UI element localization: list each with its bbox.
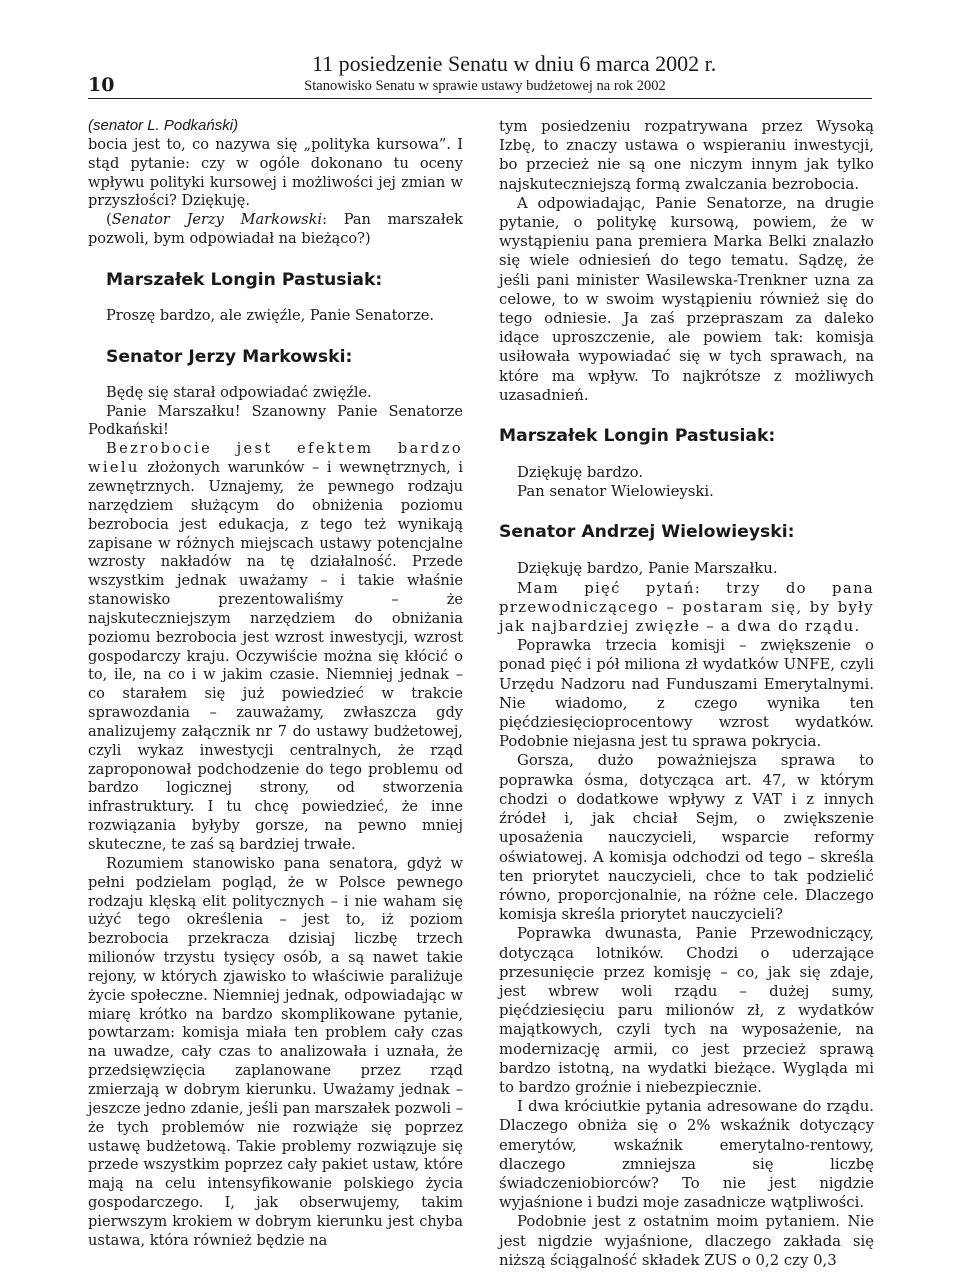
paragraph: I dwa króciutkie pytania adresowane do rządu. Dlaczego obniża się o 2% wskaźnik dotyczący emerytów, wskaźnik emerytalno-rentowy, dlaczego zmniejsza się liczbę świadczeniobiorców? To nie jest nigdzie wyjaśnione i budzi moje zasadnicze wątpliwości. xyxy=(499,1097,874,1212)
paragraph: Podobnie jest z ostatnim moim pytaniem. Nie jest nigdzie wyjaśnione, dlaczego zakłada się niższą ściągalność składek ZUS o 0,2 czy 0,3 xyxy=(499,1212,874,1269)
paragraph: bocia jest to, co nazywa się „polityka kursowa”. I stąd pytanie: czy w ogóle dokonano tu oceny wpływu polityki kursowej i możliwości jej zmian w przyszłości? Dziękuję. xyxy=(88,135,463,210)
paragraph: Będę się starał odpowiadać zwięźle. xyxy=(106,383,372,401)
speaker-heading: Marszałek Longin Pastusiak: xyxy=(499,426,776,447)
speaker-heading: Senator Andrzej Wielowieyski: xyxy=(499,522,795,543)
header-rule xyxy=(88,98,872,99)
paragraph: Poprawka trzecia komisji – zwiększenie o ponad pięć i pół miliona zł wydatków UNFE, czyli Urzędu Nadzoru nad Funduszami Emerytalnymi. Nie wiadomo, z czego wynika ten pięćdziesięcioprocentowy wzrost wydatków. Podobnie niejasna jest tu sprawa pokrycia. xyxy=(499,636,874,751)
paragraph: Pan senator Wielowieyski. xyxy=(517,482,714,501)
right-column xyxy=(499,117,874,1270)
stage-note: (Senator Jerzy Markowski: Pan marszałek pozwoli, bym odpowiadał na bieżąco?) xyxy=(88,211,463,248)
paragraph: Rozumiem stanowisko pana senatora, gdyż w pełni podzielam pogląd, że w Polsce pewnego rodzaju klęską elit politycznych – i nie waham się użyć tego określenia – jest to, iż poziom bezrobocia przekracza dzisiaj liczbę trzech milionów trzystu tysięcy osób, a są nawet takie rejony, w których zjawisko to właściwie paraliżuje życie społeczne. Niemniej jednak, odpowiadając w miarę krótko na bardzo skomplikowane pytanie, powtarzam: komisja miała ten problem cały czas na uwadze, cały czas to analizowała i uznała, że przedsięwzięcia zaplanowane przez rząd zmierzają w dobrym kierunku. Uważamy jednak – jeszcze jedno zdanie, jeśli pan marszałek pozwoli – że tych problemów nie rozwiąże się poprzez ustawę budżetową. Takie problemy rozwiązuje się przede wszystkim poprzez cały pakiet ustaw, które mają na celu intensyfikowanie polskiego życia gospodarczego. I, jak obserwujemy, takim pierwszym krokiem w dobrym kierunku jest chyba ustawa, która również będzie na xyxy=(88,854,463,1249)
page-header xyxy=(0,0,960,100)
paragraph: Poprawka dwunasta, Panie Przewodniczący, dotycząca lotników. Chodzi o uderzające przesunięcie przez komisję – co, jak się zdaje, jest wbrew woli rządu – dużej sumy, pięćdziesięciu paru milionów zł, z wydatków majątkowych, czyli tych na wyposażenie, na modernizację armii, co jest przecież sprawą bardzo istotną, na wydatki bieżące. Wygląda mi to bardzo groźnie i niebezpiecznie. xyxy=(499,924,874,1096)
spaced-text: Bezrobocie jest efektem bardzo wielu xyxy=(88,440,463,477)
note-speaker: Senator Jerzy Markowski xyxy=(111,211,323,229)
paragraph: Dziękuję bardzo. xyxy=(517,463,644,482)
running-subtitle: Stanowisko Senatu w sprawie ustawy budżetowej na rok 2002 xyxy=(304,78,666,94)
paragraph: Proszę bardzo, ale zwięźle, Panie Senatorze. xyxy=(106,306,435,324)
speaker-heading: Marszałek Longin Pastusiak: xyxy=(106,269,383,290)
paragraph: A odpowiadając, Panie Senatorze, na drugie pytanie, o politykę kursową, powiem, że w wystąpieniu pana premiera Marka Belki znalazło się wiele odniesień do tego tematu. Sądzę, że jeśli pani minister Wasilewska-Trenkner uzna za celowe, to w swoim wystąpieniu również się do tego odniesie. Ja zaś przepraszam za daleko idące uproszczenie, ale powiem tak: komisja usiłowała wypowiadać się w tych sprawach, na które ma wpływ. To najkrótsze z możliwych uzasadnień. xyxy=(499,193,874,404)
paragraph: Dziękuję bardzo, Panie Marszałku. xyxy=(517,559,778,578)
page-number: 10 xyxy=(88,74,115,96)
paragraph: Bezrobocie jest efektem bardzo wielu złożonych warunków – i wewnętrznych, i zewnętrznych. Uznajemy, że pewnego rodzaju narzędziem służącym do obniżenia poziomu bezrobocia jest edukacja, z tego też wynikają zapisane w różnych miejscach ustawy potencjalne wzrosty nakładów na tę działalność. Przede wszystkim jednak uważamy – i takie właśnie stanowisko prezentowaliśmy – że najskuteczniejszym narzędziem do obniżania poziomu bezrobocia jest wzrost inwestycji, wzrost gospodarczy kraju. Oczywiście można się kłócić o to, ile, na co i w jakim czasie. Niemniej jednak – co starałem się już powiedzieć w trakcie sprawozdania – zauważamy, zwłaszcza gdy analizujemy załącznik nr 7 do ustawy budżetowej, czyli wykaz inwestycji centralnych, że rząd zaproponował podchodzenie do tego problemu od bardzo logicznej strony, od stworzenia infrastruktury. I tu chcę powiedzieć, że inne rozwiązania byłyby gorsze, na pewno mniej skuteczne, te zaś są bardziej trwałe. xyxy=(88,440,463,853)
left-column xyxy=(88,117,463,1251)
speaker-continuation-tag: (senator L. Podkański) xyxy=(88,117,239,134)
running-title: 11 posiedzenie Senatu w dniu 6 marca 2002 r. xyxy=(312,51,717,76)
paragraph: Panie Marszałku! Szanowny Panie Senatorze Podkański! xyxy=(88,402,463,439)
paragraph: Gorsza, dużo poważniejsza sprawa to poprawka ósma, dotycząca art. 47, w którym chodzi o dodatkowe wpływy z VAT i z innych źródeł i, jak chciał Sejm, o zwiększenie uposażenia nauczycieli, wsparcie reformy oświatowej. A komisja odchodzi od tego – skreśla ten priorytet nauczycieli, chce to tak podzielić równo, proporcjonalnie, na różne cele. Dlaczego komisja skreśla priorytet nauczycieli? xyxy=(499,751,874,924)
speaker-heading: Senator Jerzy Markowski: xyxy=(106,346,353,367)
paragraph: tym posiedzeniu rozpatrywana przez Wysoką Izbę, to znaczy ustawa o wspieraniu inwestycji, bo przecież nie są one niczym innym jak tylko najskuteczniejszą formą zwalczania bezrobocia. xyxy=(499,117,874,193)
paragraph: Mam pięć pytań: trzy do pana przewodniczącego – postaram się, by były jak najbardziej zwięzłe – a dwa do rządu. xyxy=(499,578,874,636)
